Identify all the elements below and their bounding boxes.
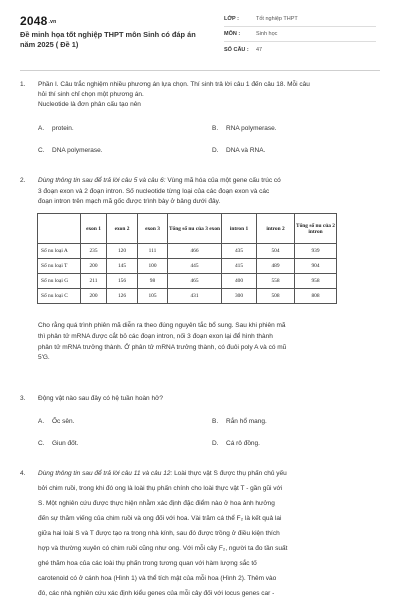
column-header: exon 2 xyxy=(107,214,138,244)
table-cell: 105 xyxy=(138,289,168,304)
question-3 xyxy=(20,394,378,404)
question-text: hỏi thí sinh chỉ chọn một phương án. xyxy=(38,91,144,98)
option-text: DNA và RNA. xyxy=(226,147,266,154)
nucleotide-table xyxy=(37,213,337,304)
option-c[interactable] xyxy=(38,440,78,447)
question-number: 4. xyxy=(20,470,26,477)
question-text xyxy=(38,466,378,481)
table-cell: 508 xyxy=(257,289,295,304)
meta-key: LỚP : xyxy=(224,16,239,22)
table-cell: 431 xyxy=(168,289,222,304)
table-cell: 958 xyxy=(295,274,337,289)
body-text: Vùng mã hóa của một gene cấu trúc có xyxy=(165,177,281,184)
table-cell: 445 xyxy=(168,259,222,274)
divider xyxy=(224,41,376,42)
question-number: 1. xyxy=(20,81,26,88)
option-a[interactable] xyxy=(38,125,74,132)
row-label: Số nu loại A xyxy=(38,244,81,259)
table-row xyxy=(38,259,337,274)
question-text: S. Một nghiên cứu được thực hiện nhằm xác định đặc điểm nào ở hoa ảnh hưởng xyxy=(38,500,275,507)
table-cell: 904 xyxy=(295,259,337,274)
page-header xyxy=(0,0,400,66)
divider xyxy=(224,26,376,27)
body-text: 5'G. xyxy=(38,354,50,362)
row-label: Số nu loại C xyxy=(38,289,81,304)
question-text: bởi chim ruồi, trong khi đó ong là loài thụ phấn chính cho loài thực vật T - gần gũi với xyxy=(38,485,283,492)
body-text: thì phân tử mRNA được cắt bỏ các đoạn intron, nối 3 đoạn exon lại để hình thành xyxy=(38,332,273,340)
question-text xyxy=(38,176,378,187)
column-header: intron 1 xyxy=(222,214,257,244)
meta-value: 47 xyxy=(256,47,263,53)
question-2-continued xyxy=(38,321,380,364)
option-text: DNA polymerase. xyxy=(52,147,103,154)
option-text: protein. xyxy=(52,125,74,132)
column-header: Tổng số nu của 3 exon xyxy=(168,214,222,244)
document-title: Đề minh họa tốt nghiệp THPT môn Sinh có đáp án năm 2025 ( Đề 1) xyxy=(20,30,196,49)
option-d[interactable] xyxy=(212,440,260,447)
table-row xyxy=(38,289,337,304)
table-cell: 808 xyxy=(295,289,337,304)
question-text: giữa hai loài S và T được tạo ra trong nhà kính, sau đó được trồng ở điều kiện thích xyxy=(38,530,280,537)
question-number: 3. xyxy=(20,395,26,402)
option-letter: B. xyxy=(212,418,219,425)
table-cell: 156 xyxy=(107,274,138,289)
table-cell: 300 xyxy=(222,289,257,304)
option-letter: D. xyxy=(212,147,219,154)
question-text: 3 đoạn exon và 2 đoạn intron. Số nucleotide từng loại của các đoạn exon và các xyxy=(38,187,270,195)
table-cell: 111 xyxy=(138,244,168,259)
table-row xyxy=(38,274,337,289)
instruction-text: Dùng thông tin sau để trả lời câu 5 và câu 6: xyxy=(38,177,166,184)
logo-text: 2048 xyxy=(20,14,48,28)
table-cell: 126 xyxy=(107,289,138,304)
header-divider xyxy=(20,70,380,71)
option-a[interactable] xyxy=(38,418,74,425)
meta-value: Tốt nghiệp THPT xyxy=(256,16,298,22)
row-label: Số nu loại G xyxy=(38,274,81,289)
option-letter: C. xyxy=(38,440,45,447)
question-text: Phần I. Câu trắc nghiệm nhiều phương án lựa chọn. Thí sinh trả lời câu 1 đến câu 18. Mỗi câu xyxy=(38,81,310,88)
question-text: đoạn intron trên mạch mã gốc được trình bày ở bảng dưới đây. xyxy=(38,198,221,205)
instruction-text: Dùng thông tin sau để trả lời câu 11 và câu 12: xyxy=(38,470,173,477)
column-header: exon 1 xyxy=(81,214,107,244)
table-cell: 200 xyxy=(81,259,107,274)
option-b[interactable] xyxy=(212,418,267,425)
table-cell: 558 xyxy=(257,274,295,289)
question-text: đến sự thăm viếng của chim ruồi và ong đối với hoa. Vài trăm cá thể F₂ là kết quả lai xyxy=(38,515,282,522)
table-cell: 400 xyxy=(222,274,257,289)
table-cell: 489 xyxy=(257,259,295,274)
table-cell: 415 xyxy=(222,259,257,274)
option-letter: D. xyxy=(212,440,219,447)
question-text: carotenoid có ở cánh hoa (Hình 1) và thể tích mật của mỗi hoa (Hình 2). Thêm vào xyxy=(38,575,277,582)
question-4 xyxy=(20,466,378,600)
option-b[interactable] xyxy=(212,125,277,132)
question-1 xyxy=(20,80,378,110)
option-text: Rắn hổ mang. xyxy=(226,418,267,425)
table-cell: 120 xyxy=(107,244,138,259)
meta-value: Sinh học xyxy=(256,31,278,37)
option-text: Cá rô đồng. xyxy=(226,440,260,447)
question-text: đó, các nhà nghiên cứu xác định kiểu genes của mỗi cây đối với locus genes car - xyxy=(38,590,275,597)
option-text: RNA polymerase. xyxy=(226,125,277,132)
option-text: Giun đốt. xyxy=(52,440,79,447)
option-text: Ốc sên. xyxy=(52,418,75,425)
question-text: hợp và thường xuyên có chim ruồi cũng như ong. Với mỗi cây F₂, người ta đo tần suất xyxy=(38,545,288,552)
table-cell: 435 xyxy=(222,244,257,259)
table-cell: 465 xyxy=(168,274,222,289)
question-2 xyxy=(20,176,378,208)
table-cell: 466 xyxy=(168,244,222,259)
table-cell: 100 xyxy=(138,259,168,274)
table-cell: 200 xyxy=(81,289,107,304)
logo-suffix: .vn xyxy=(48,18,57,25)
table-cell: 145 xyxy=(107,259,138,274)
table-cell: 504 xyxy=(257,244,295,259)
option-c[interactable] xyxy=(38,147,103,154)
column-header: intron 2 xyxy=(257,214,295,244)
row-label: Số nu loại T xyxy=(38,259,81,274)
question-text: ghé thăm hoa của các loài thụ phấn trong tương quan với hàm lượng sắc tố xyxy=(38,560,257,567)
body-text: phân tử mRNA trưởng thành. Ở phân tử mRNA trưởng thành, có đuôi poly A và có mũ xyxy=(38,343,287,351)
question-text: Nucleotide là đơn phân cấu tạo nên xyxy=(38,101,141,108)
option-letter: A. xyxy=(38,125,45,132)
question-text: Động vật nào sau đây có hệ tuần hoàn hở? xyxy=(38,395,163,402)
table-cell: 211 xyxy=(81,274,107,289)
table-header-row xyxy=(38,214,337,244)
option-letter: C. xyxy=(38,147,45,154)
table-cell: 235 xyxy=(81,244,107,259)
table-cell: 939 xyxy=(295,244,337,259)
column-header xyxy=(38,214,81,244)
meta-key: SỐ CÂU : xyxy=(224,47,249,53)
body-text: Loài thực vật S được thụ phấn chủ yếu xyxy=(172,470,287,477)
body-text: Cho rằng quá trình phiên mã diễn ra theo đúng nguyên tắc bổ sung. Sau khi phiên mã xyxy=(38,322,286,329)
question-number: 2. xyxy=(20,177,26,184)
table-row xyxy=(38,244,337,259)
site-logo[interactable] xyxy=(20,14,56,28)
meta-key: MÔN : xyxy=(224,31,241,37)
column-header: Tổng số nu của 2 intron xyxy=(295,214,337,244)
option-letter: A. xyxy=(38,418,45,425)
option-letter: B. xyxy=(212,125,219,132)
table-cell: 98 xyxy=(138,274,168,289)
option-d[interactable] xyxy=(212,147,265,154)
column-header: exon 3 xyxy=(138,214,168,244)
